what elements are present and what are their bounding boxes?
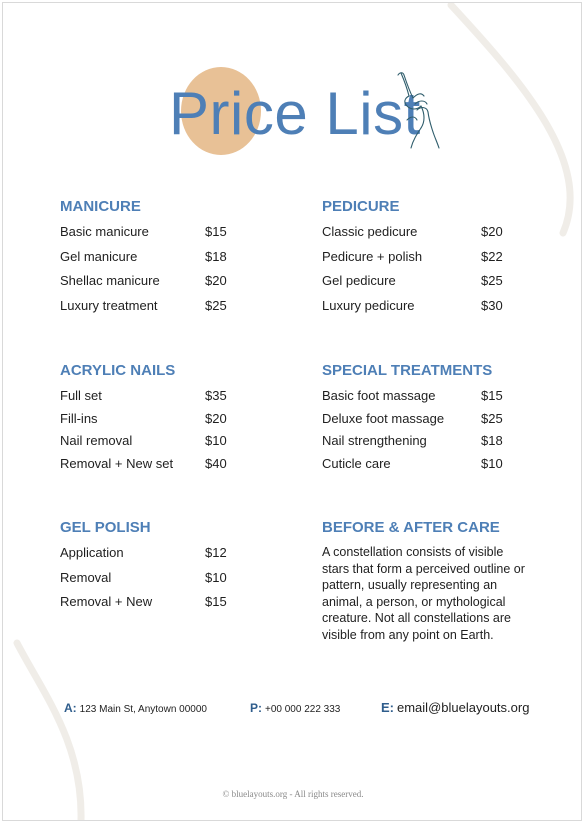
item-price: $35	[205, 388, 227, 403]
price-row	[322, 455, 522, 478]
item-name: Deluxe foot massage	[322, 410, 445, 426]
item-name: Gel manicure	[60, 248, 138, 264]
item-name: Removal + New set	[60, 455, 174, 471]
item-price: $40	[205, 455, 227, 471]
item-price: $25	[205, 297, 227, 313]
price-list-page	[2, 2, 582, 821]
item-price: $22	[481, 248, 503, 264]
item-price: $12	[205, 545, 227, 560]
item-name: Nail strengthening	[322, 433, 427, 448]
section-title: GEL POLISH	[60, 519, 151, 536]
item-name: Basic foot massage	[322, 388, 436, 403]
price-row	[322, 410, 522, 433]
contact-address	[64, 701, 207, 717]
price-row	[60, 544, 260, 569]
item-price: $10	[481, 455, 503, 471]
care-section	[322, 519, 537, 643]
item-name: Full set	[60, 388, 102, 403]
item-name: Nail removal	[60, 433, 133, 448]
email-label: E:	[381, 700, 394, 715]
price-row	[322, 223, 522, 248]
address-value: 123 Main St, Anytown 00000	[79, 704, 207, 715]
section-title: BEFORE & AFTER CARE	[322, 519, 500, 536]
price-row	[60, 569, 260, 594]
price-row	[322, 248, 522, 273]
item-name: Removal	[60, 569, 112, 585]
nail-hand-icon	[395, 70, 441, 150]
price-row	[60, 387, 260, 410]
item-price: $10	[205, 569, 227, 585]
item-name: Application	[60, 545, 124, 560]
item-name: Basic manicure	[60, 224, 149, 239]
care-description: A constellation consists of visible stars that form a perceived outline or pattern, usually representing an animal, a person, or mythological creature. Not all constellations are visible from any point on Earth.	[322, 545, 525, 642]
item-name: Luxury treatment	[60, 297, 158, 313]
gel-polish-section	[60, 519, 260, 618]
item-price: $15	[205, 594, 227, 609]
page-title: Price List	[169, 80, 421, 147]
footer-copyright: © bluelayouts.org - All rights reserved.	[222, 789, 364, 799]
price-row	[322, 387, 522, 410]
section-title: SPECIAL TREATMENTS	[322, 362, 493, 379]
item-name: Fill-ins	[60, 410, 98, 426]
phone-value: +00 000 222 333	[265, 704, 341, 715]
phone-label: P:	[250, 701, 262, 715]
price-row	[322, 272, 522, 297]
price-row	[60, 593, 260, 618]
item-name: Pedicure + polish	[322, 248, 423, 264]
contact-email	[381, 701, 529, 715]
item-name: Luxury pedicure	[322, 297, 415, 313]
contact-phone	[250, 701, 340, 717]
price-row	[60, 223, 260, 248]
price-row	[60, 432, 260, 455]
manicure-section	[60, 198, 260, 321]
section-title: MANICURE	[60, 198, 141, 215]
special-treatments-section	[322, 362, 522, 477]
section-title: PEDICURE	[322, 198, 400, 215]
price-row	[60, 297, 260, 322]
item-price: $18	[205, 248, 227, 264]
item-price: $25	[481, 273, 503, 288]
item-name: Gel pedicure	[322, 273, 396, 288]
item-name: Classic pedicure	[322, 224, 418, 239]
price-row	[60, 455, 260, 478]
price-row	[60, 410, 260, 433]
price-row	[322, 297, 522, 322]
email-value: email@bluelayouts.org	[397, 700, 530, 715]
item-price: $30	[481, 297, 503, 313]
item-price: $10	[205, 433, 227, 448]
item-price: $20	[205, 273, 227, 288]
acrylic-nails-section	[60, 362, 260, 477]
pedicure-section	[322, 198, 522, 321]
item-name: Cuticle care	[322, 455, 391, 471]
item-price: $15	[205, 224, 227, 239]
item-price: $25	[481, 410, 503, 426]
item-name: Shellac manicure	[60, 273, 160, 288]
price-row	[322, 432, 522, 455]
item-price: $18	[481, 433, 503, 448]
item-price: $15	[481, 388, 503, 403]
item-price: $20	[481, 224, 503, 239]
item-price: $20	[205, 410, 227, 426]
price-row	[60, 248, 260, 273]
section-title: ACRYLIC NAILS	[60, 362, 176, 379]
price-row	[60, 272, 260, 297]
address-label: A:	[64, 701, 77, 715]
item-name: Removal + New	[60, 594, 153, 609]
